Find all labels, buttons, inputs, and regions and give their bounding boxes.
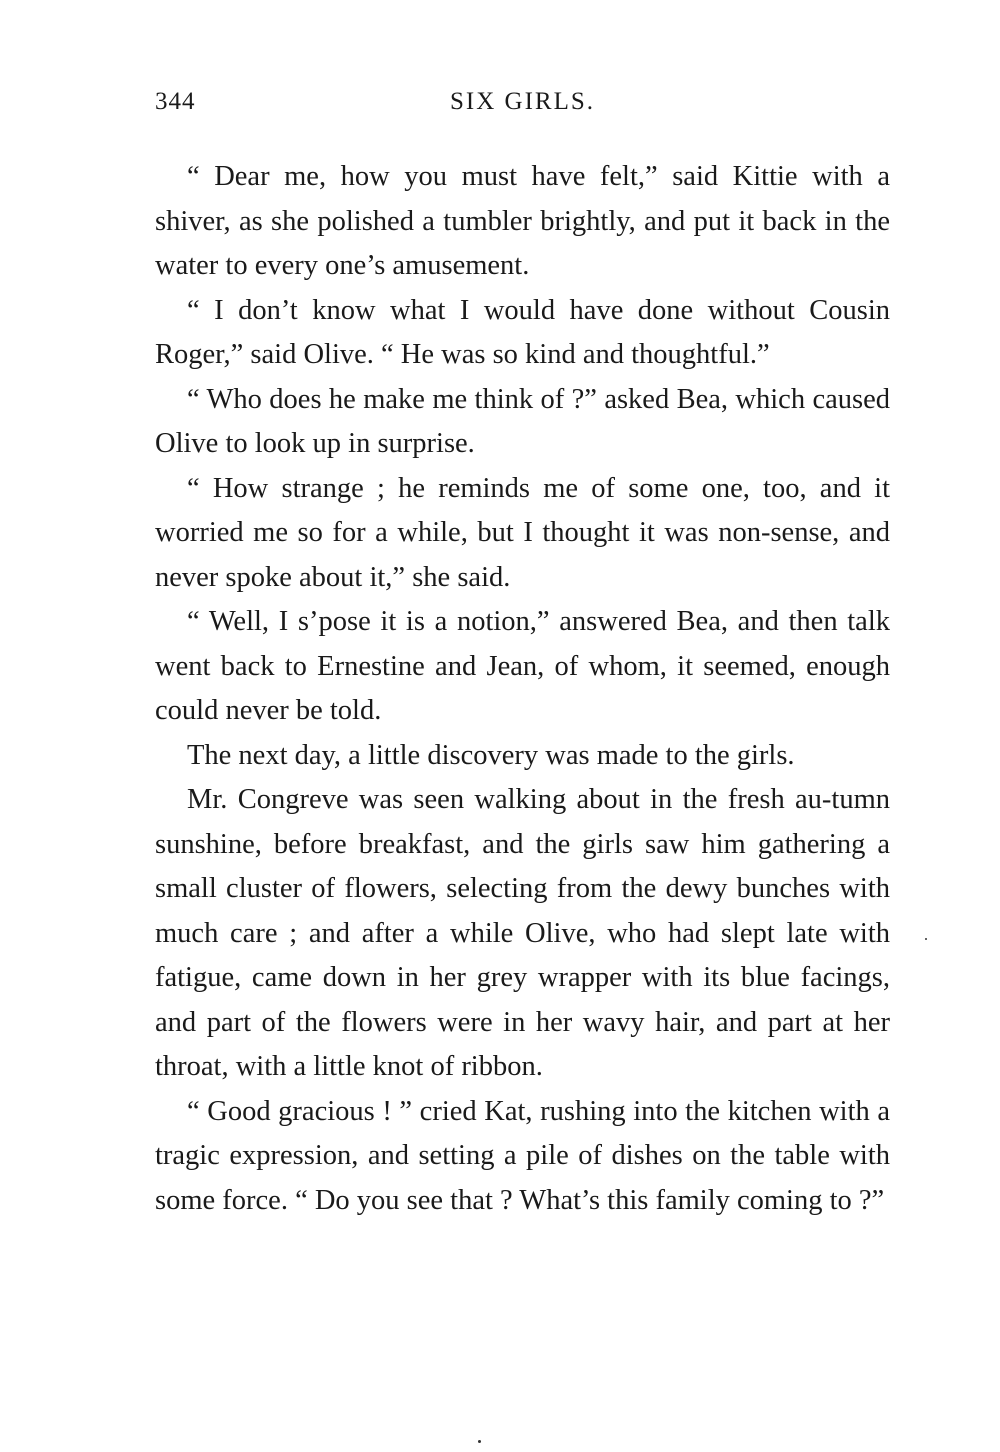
body-text — [155, 155, 890, 1223]
paragraph-good-gracious: “ Good gracious ! ” cried Kat, rushing into the kitchen with a tragic expression, and setting a pile of dishes on the table with some force. “ Do you see that ? What’s this family coming to ?” — [155, 1095, 890, 1216]
running-head — [155, 88, 890, 122]
ink-speck — [478, 1440, 481, 1443]
page-number: 344 — [155, 88, 196, 115]
running-title: SIX GIRLS. — [449, 88, 595, 115]
paragraph-cousin-roger: “ I don’t know what I would have done without Cousin Roger,” said Olive. “ He was so kind and thoughtful.” — [155, 294, 890, 370]
ink-speck — [925, 938, 927, 940]
paragraph-notion: “ Well, I s’pose it is a notion,” answered Bea, and then talk went back to Ernestine and Jean, of whom, it seemed, enough could never be told. — [155, 606, 890, 726]
paragraph-bea-question: “ Who does he make me think of ?” asked Bea, which caused Olive to look up in surprise. — [155, 383, 890, 459]
paragraph-next-day: The next day, a little discovery was made to the girls. — [187, 739, 795, 771]
paragraph-how-strange: “ How strange ; he reminds me of some one, too, and it worried me so for a while, but I thought it was non-sense, and never spoke about it,” she said. — [155, 472, 890, 593]
paragraph-kittie-shiver: “ Dear me, how you must have felt,” said Kittie with a shiver, as she polished a tumbler brightly, and put it back in the water to every one’s amusement. — [155, 161, 890, 281]
paragraph-mr-congreve: Mr. Congreve was seen walking about in the fresh au-tumn sunshine, before breakfast, and the girls saw him gathering a small cluster of flowers, selecting from the dewy bunches with much care ; and after a while Olive, who had slept late with fatigue, came down in her grey wrapper with its blue facings, and part of the flowers were in her wavy hair, and part at her throat, with a little knot of ribbon. — [155, 784, 890, 1082]
